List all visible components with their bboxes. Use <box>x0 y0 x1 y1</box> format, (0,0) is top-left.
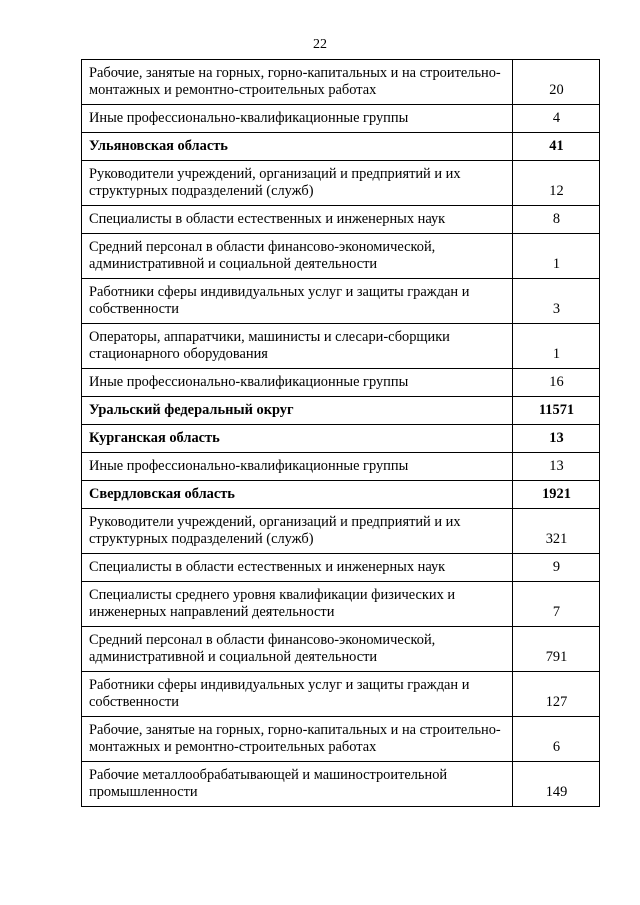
occupation-group-cell: Работники сферы индивидуальных услуг и защиты граждан и собственности <box>82 279 513 324</box>
region-name-cell: Уральский федеральный округ <box>82 397 513 425</box>
region-total-cell: 41 <box>513 133 600 161</box>
count-cell: 20 <box>513 60 600 105</box>
occupation-group-cell: Работники сферы индивидуальных услуг и защиты граждан и собственности <box>82 672 513 717</box>
count-cell: 127 <box>513 672 600 717</box>
table-row <box>82 324 600 369</box>
occupation-group-cell: Иные профессионально-квалификационные группы <box>82 105 513 133</box>
count-cell: 6 <box>513 717 600 762</box>
table-row <box>82 279 600 324</box>
occupation-group-cell: Руководители учреждений, организаций и предприятий и их структурных подразделений (служб) <box>82 509 513 554</box>
occupation-group-cell: Иные профессионально-квалификационные группы <box>82 453 513 481</box>
occupation-group-cell: Рабочие металлообрабатывающей и машиностроительной промышленности <box>82 762 513 807</box>
region-row <box>82 397 600 425</box>
count-cell: 16 <box>513 369 600 397</box>
region-total-cell: 11571 <box>513 397 600 425</box>
occupation-group-cell: Иные профессионально-квалификационные группы <box>82 369 513 397</box>
occupation-table <box>81 59 600 807</box>
region-row <box>82 425 600 453</box>
table-row <box>82 672 600 717</box>
count-cell: 1 <box>513 234 600 279</box>
count-cell: 13 <box>513 453 600 481</box>
table-row <box>82 234 600 279</box>
table-row <box>82 161 600 206</box>
occupation-group-cell: Операторы, аппаратчики, машинисты и слесари-сборщики стационарного оборудования <box>82 324 513 369</box>
table-row <box>82 453 600 481</box>
table-row <box>82 369 600 397</box>
count-cell: 12 <box>513 161 600 206</box>
table-row <box>82 627 600 672</box>
count-cell: 8 <box>513 206 600 234</box>
region-name-cell: Ульяновская область <box>82 133 513 161</box>
table-row <box>82 554 600 582</box>
page-number: 22 <box>313 37 327 52</box>
count-cell: 321 <box>513 509 600 554</box>
count-cell: 7 <box>513 582 600 627</box>
occupation-group-cell: Рабочие, занятые на горных, горно-капитальных и на строительно-монтажных и ремонтно-строительных работах <box>82 60 513 105</box>
region-name-cell: Свердловская область <box>82 481 513 509</box>
table-row <box>82 717 600 762</box>
table-row <box>82 206 600 234</box>
count-cell: 4 <box>513 105 600 133</box>
count-cell: 3 <box>513 279 600 324</box>
region-name-cell: Курганская область <box>82 425 513 453</box>
table-row <box>82 509 600 554</box>
table-row <box>82 582 600 627</box>
region-row <box>82 133 600 161</box>
region-row <box>82 481 600 509</box>
count-cell: 1 <box>513 324 600 369</box>
occupation-group-cell: Рабочие, занятые на горных, горно-капитальных и на строительно-монтажных и ремонтно-строительных работах <box>82 717 513 762</box>
region-total-cell: 13 <box>513 425 600 453</box>
occupation-group-cell: Средний персонал в области финансово-экономической, административной и социальной деятельности <box>82 234 513 279</box>
table-row <box>82 60 600 105</box>
region-total-cell: 1921 <box>513 481 600 509</box>
occupation-group-cell: Специалисты среднего уровня квалификации физических и инженерных направлений деятельности <box>82 582 513 627</box>
occupation-table-body <box>82 60 600 807</box>
occupation-group-cell: Специалисты в области естественных и инженерных наук <box>82 554 513 582</box>
occupation-group-cell: Руководители учреждений, организаций и предприятий и их структурных подразделений (служб) <box>82 161 513 206</box>
count-cell: 791 <box>513 627 600 672</box>
table-row <box>82 762 600 807</box>
count-cell: 9 <box>513 554 600 582</box>
count-cell: 149 <box>513 762 600 807</box>
table-row <box>82 105 600 133</box>
occupation-group-cell: Специалисты в области естественных и инженерных наук <box>82 206 513 234</box>
occupation-group-cell: Средний персонал в области финансово-экономической, административной и социальной деятельности <box>82 627 513 672</box>
